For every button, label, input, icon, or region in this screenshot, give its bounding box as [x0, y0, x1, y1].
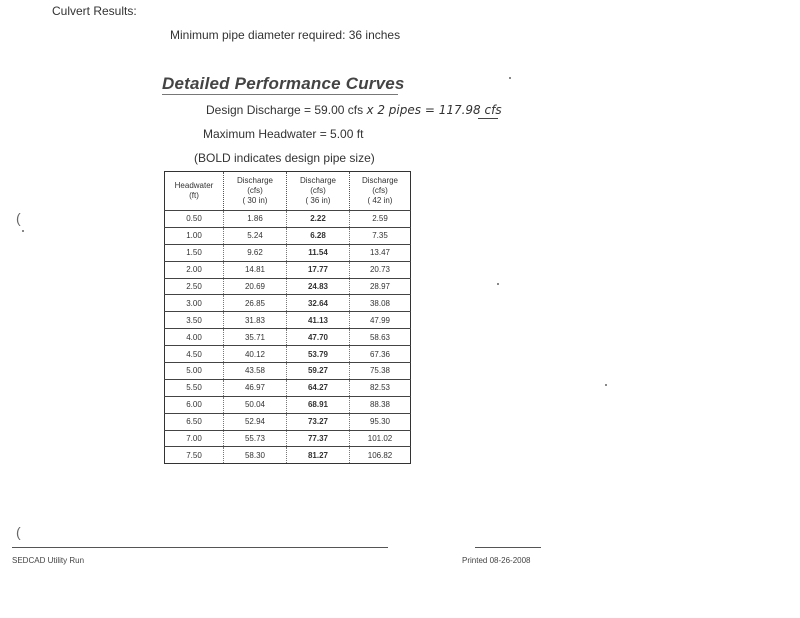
- table-body: [165, 211, 411, 464]
- footer-rule-left: [12, 547, 388, 548]
- header-discharge-42: Discharge (cfs) ( 42 in): [350, 172, 411, 211]
- scan-speck: [509, 77, 511, 79]
- minimum-pipe-diameter: Minimum pipe diameter required: 36 inches: [170, 28, 401, 42]
- footer-print-date: Printed 08-26-2008: [462, 556, 531, 565]
- table-row: 0.50 1.86 2.22 2.59: [165, 211, 411, 228]
- table-row: 3.50 31.83 41.13 47.99: [165, 312, 411, 329]
- scan-mark: (: [16, 524, 21, 540]
- table-header-row: [165, 172, 411, 211]
- table-row: 2.00 14.81 17.77 20.73: [165, 261, 411, 278]
- footer-program: SEDCAD Utility Run: [12, 556, 85, 565]
- culvert-results-label: Culvert Results:: [52, 4, 137, 18]
- design-discharge: Design Discharge = 59.00 cfs: [206, 103, 364, 117]
- table-row: 5.50 46.97 64.27 82.53: [165, 379, 411, 396]
- handwritten-annotation: x 2 pipes = 117.98 cfs: [366, 103, 502, 117]
- header-discharge-36: Discharge (cfs) ( 36 in): [287, 172, 350, 211]
- table-row: 1.50 9.62 11.54 13.47: [165, 244, 411, 261]
- scan-speck: [497, 283, 499, 285]
- table-row: 4.00 35.71 47.70 58.63: [165, 329, 411, 346]
- bold-note: (BOLD indicates design pipe size): [194, 151, 375, 165]
- table-row: 3.00 26.85 32.64 38.08: [165, 295, 411, 312]
- header-discharge-30: Discharge (cfs) ( 30 in): [224, 172, 287, 211]
- scan-speck: [605, 384, 607, 386]
- title-underline: [162, 94, 398, 95]
- scan-mark: (: [16, 210, 21, 226]
- performance-table: [164, 171, 411, 464]
- section-title: Detailed Performance Curves: [162, 74, 405, 93]
- design-discharge-line: [206, 103, 502, 117]
- table-row: 7.00 55.73 77.37 101.02: [165, 430, 411, 447]
- header-headwater: Headwater (ft): [165, 172, 224, 211]
- handwritten-underline: [478, 118, 498, 119]
- footer-rule-right: [475, 547, 541, 548]
- table-row: 1.00 5.24 6.28 7.35: [165, 227, 411, 244]
- table-row: 6.00 50.04 68.91 88.38: [165, 396, 411, 413]
- scan-speck: [22, 230, 24, 232]
- table-row: 4.50 40.12 53.79 67.36: [165, 346, 411, 363]
- table-row: 7.50 58.30 81.27 106.82: [165, 447, 411, 464]
- maximum-headwater: Maximum Headwater = 5.00 ft: [203, 127, 364, 141]
- table-row: 5.00 43.58 59.27 75.38: [165, 363, 411, 380]
- table-row: 2.50 20.69 24.83 28.97: [165, 278, 411, 295]
- table-row: 6.50 52.94 73.27 95.30: [165, 413, 411, 430]
